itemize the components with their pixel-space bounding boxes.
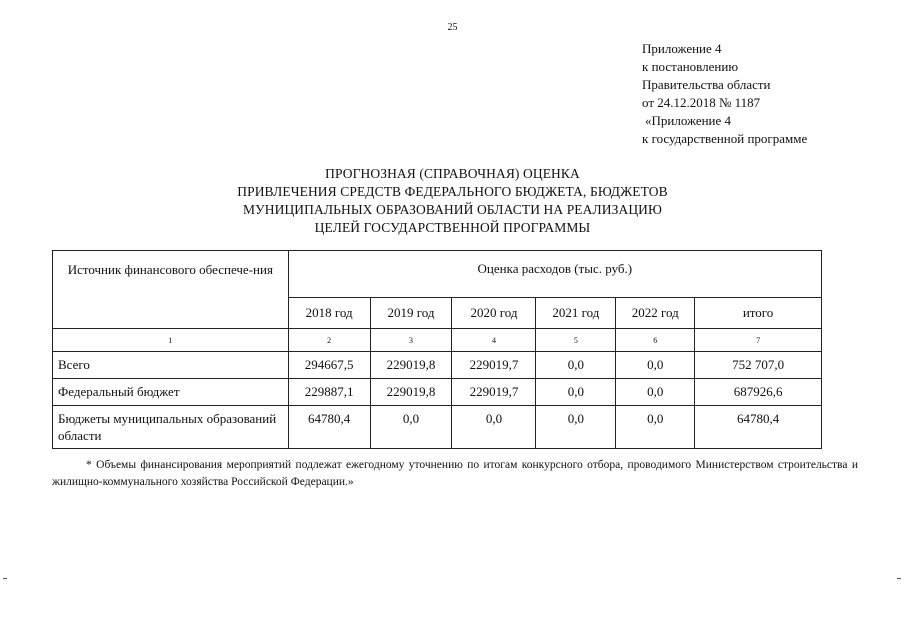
row-source-label: Федеральный бюджет — [53, 379, 289, 406]
title-line-3: МУНИЦИПАЛЬНЫХ ОБРАЗОВАНИЙ ОБЛАСТИ НА РЕАЛИЗАЦИЮ — [243, 202, 662, 217]
table-cell: 229019,7 — [452, 379, 536, 406]
column-index-cell: 1 — [53, 329, 289, 352]
table-cell: 0,0 — [536, 406, 616, 449]
table-cell: 229019,8 — [370, 379, 452, 406]
row-source-label: Бюджеты муниципальных образований области — [53, 406, 289, 449]
appendix-line-6: к государственной программе — [642, 131, 808, 146]
table-cell: 0,0 — [616, 379, 695, 406]
table-cell: 0,0 — [370, 406, 452, 449]
table-cell: 0,0 — [616, 352, 695, 379]
table-row — [53, 406, 822, 449]
table-cell: 64780,4 — [288, 406, 370, 449]
column-index-cell: 3 — [370, 329, 452, 352]
footnote: * Объемы финансирования мероприятий подлежат ежегодному уточнению по итогам конкурсного отбора, проводимого Министерством строительства и жилищно-коммунального хозяйства Российской Федерации.» — [52, 459, 858, 488]
document-title — [0, 165, 905, 237]
total-header: итого — [695, 298, 822, 329]
table-cell: 0,0 — [452, 406, 536, 449]
estimate-header: Оценка расходов (тыс. руб.) — [288, 251, 821, 298]
title-line-1: ПРОГНОЗНАЯ (СПРАВОЧНАЯ) ОЦЕНКА — [325, 166, 580, 181]
table-cell: 752 707,0 — [695, 352, 822, 379]
scan-edge-mark — [897, 578, 901, 579]
year-header-2019: 2019 год — [370, 298, 452, 329]
column-index-cell: 7 — [695, 329, 822, 352]
table-cell: 0,0 — [536, 379, 616, 406]
table-cell: 229019,7 — [452, 352, 536, 379]
column-index-cell: 2 — [288, 329, 370, 352]
appendix-line-3: Правительства области — [642, 77, 771, 92]
table-cell: 687926,6 — [695, 379, 822, 406]
row-source-label: Всего — [53, 352, 289, 379]
title-line-4: ЦЕЛЕЙ ГОСУДАРСТВЕННОЙ ПРОГРАММЫ — [314, 220, 591, 235]
table-cell: 0,0 — [616, 406, 695, 449]
appendix-line-2: к постановлению — [642, 59, 739, 74]
table-cell: 0,0 — [536, 352, 616, 379]
appendix-block — [642, 40, 807, 148]
page-number: 25 — [447, 22, 458, 33]
funding-table — [52, 250, 822, 449]
column-index-cell: 6 — [616, 329, 695, 352]
table-cell: 294667,5 — [288, 352, 370, 379]
title-line-2: ПРИВЛЕЧЕНИЯ СРЕДСТВ ФЕДЕРАЛЬНОГО БЮДЖЕТА, БЮДЖЕТОВ — [237, 184, 668, 199]
table-cell: 64780,4 — [695, 406, 822, 449]
scan-edge-mark — [3, 578, 7, 579]
appendix-line-5: «Приложение 4 — [645, 113, 732, 128]
source-header: Источник финансового обеспече-ния — [53, 251, 289, 329]
table-row — [53, 379, 822, 406]
year-header-2022: 2022 год — [616, 298, 695, 329]
year-header-2018: 2018 год — [288, 298, 370, 329]
column-index-cell: 5 — [536, 329, 616, 352]
year-header-2021: 2021 год — [536, 298, 616, 329]
column-index-cell: 4 — [452, 329, 536, 352]
appendix-line-4: от 24.12.2018 № 1187 — [642, 95, 761, 110]
table-cell: 229019,8 — [370, 352, 452, 379]
year-header-2020: 2020 год — [452, 298, 536, 329]
appendix-line-1: Приложение 4 — [642, 41, 722, 56]
table-row — [53, 352, 822, 379]
table-cell: 229887,1 — [288, 379, 370, 406]
